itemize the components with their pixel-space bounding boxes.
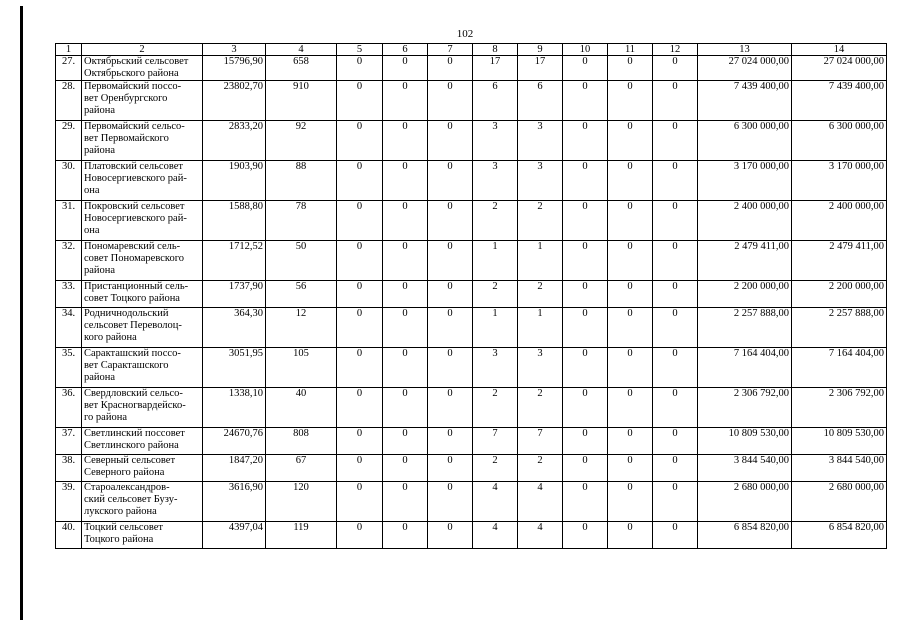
settlement-name-cell <box>82 428 203 455</box>
settlement-name-cell <box>82 281 203 308</box>
col-8-cell: 3 <box>473 348 518 388</box>
col-4-cell: 119 <box>266 522 337 549</box>
column-header: 12 <box>653 44 698 56</box>
col-3-cell: 4397,04 <box>203 522 266 549</box>
col-3-cell: 1847,20 <box>203 455 266 482</box>
col-12-cell: 0 <box>653 56 698 81</box>
row-number-cell: 30. <box>56 161 82 201</box>
col-8-cell: 2 <box>473 201 518 241</box>
settlement-name-line: Новосергиевского рай- <box>84 173 187 184</box>
col-10-cell: 0 <box>563 388 608 428</box>
col-8-cell: 1 <box>473 241 518 281</box>
col-10-cell: 0 <box>563 161 608 201</box>
col-8-cell: 6 <box>473 81 518 121</box>
settlement-name-line: она <box>84 225 100 236</box>
settlement-name-cell <box>82 308 203 348</box>
col-9-cell: 1 <box>518 241 563 281</box>
row-number-cell: 36. <box>56 388 82 428</box>
col-5-cell: 0 <box>337 81 383 121</box>
row-number-cell: 35. <box>56 348 82 388</box>
col-7-cell: 0 <box>428 81 473 121</box>
col-14-cell: 3 170 000,00 <box>792 161 887 201</box>
col-12-cell: 0 <box>653 201 698 241</box>
col-6-cell: 0 <box>383 348 428 388</box>
settlement-name-cell <box>82 161 203 201</box>
row-number-cell: 32. <box>56 241 82 281</box>
col-14-cell: 2 257 888,00 <box>792 308 887 348</box>
settlement-name-line: она <box>84 185 100 196</box>
table-row <box>56 161 887 201</box>
col-5-cell: 0 <box>337 428 383 455</box>
col-10-cell: 0 <box>563 241 608 281</box>
col-3-cell: 1903,90 <box>203 161 266 201</box>
col-10-cell: 0 <box>563 81 608 121</box>
settlement-name-line: Первомайский поссо- <box>84 81 182 92</box>
col-12-cell: 0 <box>653 308 698 348</box>
col-14-cell: 6 300 000,00 <box>792 121 887 161</box>
settlement-name-line: Родничнодольский <box>84 308 169 319</box>
col-13-cell: 3 844 540,00 <box>698 455 792 482</box>
col-3-cell: 1338,10 <box>203 388 266 428</box>
col-9-cell: 4 <box>518 522 563 549</box>
settlement-name-line: Саракташский поссо- <box>84 348 181 359</box>
row-number-cell: 27. <box>56 56 82 81</box>
settlement-name-line: совет Тоцкого района <box>84 293 180 304</box>
col-12-cell: 0 <box>653 121 698 161</box>
col-10-cell: 0 <box>563 201 608 241</box>
col-8-cell: 17 <box>473 56 518 81</box>
settlement-name-line: Свердловский сельсо- <box>84 388 183 399</box>
col-4-cell: 78 <box>266 201 337 241</box>
col-13-cell: 3 170 000,00 <box>698 161 792 201</box>
settlement-name-line: района <box>84 372 116 383</box>
col-6-cell: 0 <box>383 161 428 201</box>
settlement-name-line: Пономаревский сель- <box>84 241 181 252</box>
col-12-cell: 0 <box>653 241 698 281</box>
settlement-name-cell <box>82 455 203 482</box>
col-8-cell: 2 <box>473 388 518 428</box>
col-8-cell: 2 <box>473 455 518 482</box>
col-12-cell: 0 <box>653 81 698 121</box>
col-14-cell: 2 200 000,00 <box>792 281 887 308</box>
col-7-cell: 0 <box>428 455 473 482</box>
col-4-cell: 658 <box>266 56 337 81</box>
col-9-cell: 1 <box>518 308 563 348</box>
col-10-cell: 0 <box>563 455 608 482</box>
col-12-cell: 0 <box>653 348 698 388</box>
settlement-name-line: лукского района <box>84 506 157 517</box>
col-3-cell: 1588,80 <box>203 201 266 241</box>
settlement-name-line: вет Первомайского <box>84 133 169 144</box>
col-14-cell: 2 400 000,00 <box>792 201 887 241</box>
page-number: 102 <box>456 28 474 40</box>
settlement-name-cell <box>82 348 203 388</box>
col-8-cell: 2 <box>473 281 518 308</box>
col-3-cell: 24670,76 <box>203 428 266 455</box>
settlement-name-line: района <box>84 265 116 276</box>
col-9-cell: 2 <box>518 455 563 482</box>
col-8-cell: 7 <box>473 428 518 455</box>
col-14-cell: 10 809 530,00 <box>792 428 887 455</box>
col-10-cell: 0 <box>563 522 608 549</box>
col-13-cell: 2 257 888,00 <box>698 308 792 348</box>
col-11-cell: 0 <box>608 201 653 241</box>
col-14-cell: 6 854 820,00 <box>792 522 887 549</box>
settlement-name-line: Северный сельсовет <box>84 455 176 466</box>
col-12-cell: 0 <box>653 455 698 482</box>
col-5-cell: 0 <box>337 201 383 241</box>
col-5-cell: 0 <box>337 522 383 549</box>
col-5-cell: 0 <box>337 388 383 428</box>
col-8-cell: 4 <box>473 482 518 522</box>
col-6-cell: 0 <box>383 522 428 549</box>
col-5-cell: 0 <box>337 482 383 522</box>
col-13-cell: 2 479 411,00 <box>698 241 792 281</box>
settlement-name-line: кого района <box>84 332 137 343</box>
table-row <box>56 455 887 482</box>
margin-bar <box>20 6 23 620</box>
row-number-cell: 34. <box>56 308 82 348</box>
col-5-cell: 0 <box>337 455 383 482</box>
table-row <box>56 428 887 455</box>
table-row <box>56 388 887 428</box>
col-5-cell: 0 <box>337 161 383 201</box>
col-4-cell: 88 <box>266 161 337 201</box>
settlement-name-line: Первомайский сельсо- <box>84 121 185 132</box>
column-header: 1 <box>56 44 82 56</box>
col-12-cell: 0 <box>653 428 698 455</box>
table-row <box>56 308 887 348</box>
row-number-cell: 29. <box>56 121 82 161</box>
col-6-cell: 0 <box>383 241 428 281</box>
settlement-name-line: Октябрьского района <box>84 68 179 79</box>
col-6-cell: 0 <box>383 201 428 241</box>
col-13-cell: 2 400 000,00 <box>698 201 792 241</box>
col-13-cell: 2 680 000,00 <box>698 482 792 522</box>
col-10-cell: 0 <box>563 482 608 522</box>
settlement-name-line: вет Оренбургского <box>84 93 168 104</box>
col-12-cell: 0 <box>653 482 698 522</box>
col-5-cell: 0 <box>337 348 383 388</box>
col-6-cell: 0 <box>383 428 428 455</box>
col-4-cell: 105 <box>266 348 337 388</box>
col-10-cell: 0 <box>563 121 608 161</box>
col-13-cell: 27 024 000,00 <box>698 56 792 81</box>
settlement-name-line: вет Саракташского <box>84 360 169 371</box>
settlement-name-line: Светлинский поссовет <box>84 428 185 439</box>
settlement-name-line: ский сельсовет Бузу- <box>84 494 178 505</box>
table-row <box>56 121 887 161</box>
settlement-name-cell <box>82 388 203 428</box>
col-7-cell: 0 <box>428 161 473 201</box>
table-row <box>56 241 887 281</box>
settlement-name-line: Октябрьский сельсовет <box>84 56 189 67</box>
settlement-name-line: района <box>84 105 116 116</box>
column-header: 8 <box>473 44 518 56</box>
col-4-cell: 808 <box>266 428 337 455</box>
col-6-cell: 0 <box>383 455 428 482</box>
column-header: 11 <box>608 44 653 56</box>
settlement-name-line: го района <box>84 412 127 423</box>
col-6-cell: 0 <box>383 308 428 348</box>
col-10-cell: 0 <box>563 428 608 455</box>
col-3-cell: 3051,95 <box>203 348 266 388</box>
col-5-cell: 0 <box>337 281 383 308</box>
col-11-cell: 0 <box>608 455 653 482</box>
col-6-cell: 0 <box>383 81 428 121</box>
col-11-cell: 0 <box>608 348 653 388</box>
col-8-cell: 1 <box>473 308 518 348</box>
col-4-cell: 56 <box>266 281 337 308</box>
column-header: 14 <box>792 44 887 56</box>
col-11-cell: 0 <box>608 161 653 201</box>
col-10-cell: 0 <box>563 348 608 388</box>
settlement-name-line: Тоцкого района <box>84 534 154 545</box>
col-12-cell: 0 <box>653 161 698 201</box>
col-8-cell: 3 <box>473 161 518 201</box>
data-table <box>55 43 887 549</box>
col-11-cell: 0 <box>608 428 653 455</box>
col-5-cell: 0 <box>337 56 383 81</box>
col-7-cell: 0 <box>428 388 473 428</box>
settlement-name-line: сельсовет Переволоц- <box>84 320 182 331</box>
col-4-cell: 910 <box>266 81 337 121</box>
col-13-cell: 6 854 820,00 <box>698 522 792 549</box>
col-11-cell: 0 <box>608 56 653 81</box>
col-3-cell: 1737,90 <box>203 281 266 308</box>
col-7-cell: 0 <box>428 241 473 281</box>
col-11-cell: 0 <box>608 522 653 549</box>
col-7-cell: 0 <box>428 482 473 522</box>
settlement-name-line: Пристанционный сель- <box>84 281 189 292</box>
column-header: 2 <box>82 44 203 56</box>
settlement-name-line: Тоцкий сельсовет <box>84 522 163 533</box>
col-11-cell: 0 <box>608 308 653 348</box>
col-11-cell: 0 <box>608 241 653 281</box>
row-number-cell: 38. <box>56 455 82 482</box>
settlement-name-line: Светлинского района <box>84 440 179 451</box>
col-9-cell: 6 <box>518 81 563 121</box>
col-11-cell: 0 <box>608 81 653 121</box>
settlement-name-cell <box>82 201 203 241</box>
col-11-cell: 0 <box>608 121 653 161</box>
settlement-name-line: Северного района <box>84 467 165 478</box>
col-6-cell: 0 <box>383 56 428 81</box>
col-7-cell: 0 <box>428 428 473 455</box>
settlement-name-cell <box>82 81 203 121</box>
col-7-cell: 0 <box>428 281 473 308</box>
col-6-cell: 0 <box>383 281 428 308</box>
col-3-cell: 15796,90 <box>203 56 266 81</box>
table-row <box>56 201 887 241</box>
col-12-cell: 0 <box>653 522 698 549</box>
col-13-cell: 10 809 530,00 <box>698 428 792 455</box>
col-12-cell: 0 <box>653 388 698 428</box>
column-header: 9 <box>518 44 563 56</box>
col-6-cell: 0 <box>383 388 428 428</box>
row-number-cell: 39. <box>56 482 82 522</box>
col-7-cell: 0 <box>428 308 473 348</box>
column-header: 3 <box>203 44 266 56</box>
col-7-cell: 0 <box>428 348 473 388</box>
row-number-cell: 28. <box>56 81 82 121</box>
col-3-cell: 2833,20 <box>203 121 266 161</box>
col-5-cell: 0 <box>337 308 383 348</box>
col-11-cell: 0 <box>608 388 653 428</box>
col-4-cell: 12 <box>266 308 337 348</box>
column-header: 7 <box>428 44 473 56</box>
col-3-cell: 1712,52 <box>203 241 266 281</box>
col-3-cell: 364,30 <box>203 308 266 348</box>
col-9-cell: 3 <box>518 161 563 201</box>
table-row <box>56 522 887 549</box>
settlement-name-line: Новосергиевского рай- <box>84 213 187 224</box>
column-header: 13 <box>698 44 792 56</box>
settlement-name-line: Староалександров- <box>84 482 170 493</box>
col-4-cell: 92 <box>266 121 337 161</box>
col-9-cell: 7 <box>518 428 563 455</box>
col-10-cell: 0 <box>563 56 608 81</box>
column-header: 4 <box>266 44 337 56</box>
col-6-cell: 0 <box>383 482 428 522</box>
col-14-cell: 2 680 000,00 <box>792 482 887 522</box>
col-7-cell: 0 <box>428 522 473 549</box>
col-14-cell: 7 439 400,00 <box>792 81 887 121</box>
table-row <box>56 56 887 81</box>
col-3-cell: 3616,90 <box>203 482 266 522</box>
column-header: 10 <box>563 44 608 56</box>
col-9-cell: 17 <box>518 56 563 81</box>
col-11-cell: 0 <box>608 482 653 522</box>
col-4-cell: 40 <box>266 388 337 428</box>
col-9-cell: 3 <box>518 348 563 388</box>
settlement-name-line: вет Красногвардейско- <box>84 400 186 411</box>
row-number-cell: 31. <box>56 201 82 241</box>
col-14-cell: 2 306 792,00 <box>792 388 887 428</box>
col-4-cell: 50 <box>266 241 337 281</box>
row-number-cell: 37. <box>56 428 82 455</box>
col-7-cell: 0 <box>428 201 473 241</box>
settlement-name-line: района <box>84 145 116 156</box>
col-11-cell: 0 <box>608 281 653 308</box>
col-9-cell: 2 <box>518 201 563 241</box>
settlement-name-cell <box>82 241 203 281</box>
col-9-cell: 4 <box>518 482 563 522</box>
col-13-cell: 2 306 792,00 <box>698 388 792 428</box>
table-row <box>56 482 887 522</box>
col-9-cell: 2 <box>518 388 563 428</box>
col-13-cell: 2 200 000,00 <box>698 281 792 308</box>
col-3-cell: 23802,70 <box>203 81 266 121</box>
column-header: 5 <box>337 44 383 56</box>
col-9-cell: 2 <box>518 281 563 308</box>
col-14-cell: 27 024 000,00 <box>792 56 887 81</box>
col-7-cell: 0 <box>428 56 473 81</box>
col-7-cell: 0 <box>428 121 473 161</box>
settlement-name-cell <box>82 482 203 522</box>
col-14-cell: 7 164 404,00 <box>792 348 887 388</box>
col-8-cell: 3 <box>473 121 518 161</box>
col-5-cell: 0 <box>337 241 383 281</box>
col-14-cell: 3 844 540,00 <box>792 455 887 482</box>
col-13-cell: 7 164 404,00 <box>698 348 792 388</box>
col-10-cell: 0 <box>563 281 608 308</box>
col-13-cell: 7 439 400,00 <box>698 81 792 121</box>
table-header-row <box>56 44 887 56</box>
table-row <box>56 81 887 121</box>
settlement-name-cell <box>82 522 203 549</box>
settlement-name-line: Платовский сельсовет <box>84 161 183 172</box>
settlement-name-line: Покровский сельсовет <box>84 201 185 212</box>
col-13-cell: 6 300 000,00 <box>698 121 792 161</box>
col-6-cell: 0 <box>383 121 428 161</box>
col-10-cell: 0 <box>563 308 608 348</box>
settlement-name-cell <box>82 121 203 161</box>
table-row <box>56 281 887 308</box>
col-9-cell: 3 <box>518 121 563 161</box>
col-12-cell: 0 <box>653 281 698 308</box>
column-header: 6 <box>383 44 428 56</box>
table-row <box>56 348 887 388</box>
row-number-cell: 40. <box>56 522 82 549</box>
settlement-name-line: совет Пономаревского <box>84 253 184 264</box>
col-5-cell: 0 <box>337 121 383 161</box>
settlement-name-cell <box>82 56 203 81</box>
row-number-cell: 33. <box>56 281 82 308</box>
col-8-cell: 4 <box>473 522 518 549</box>
col-4-cell: 120 <box>266 482 337 522</box>
col-4-cell: 67 <box>266 455 337 482</box>
col-14-cell: 2 479 411,00 <box>792 241 887 281</box>
